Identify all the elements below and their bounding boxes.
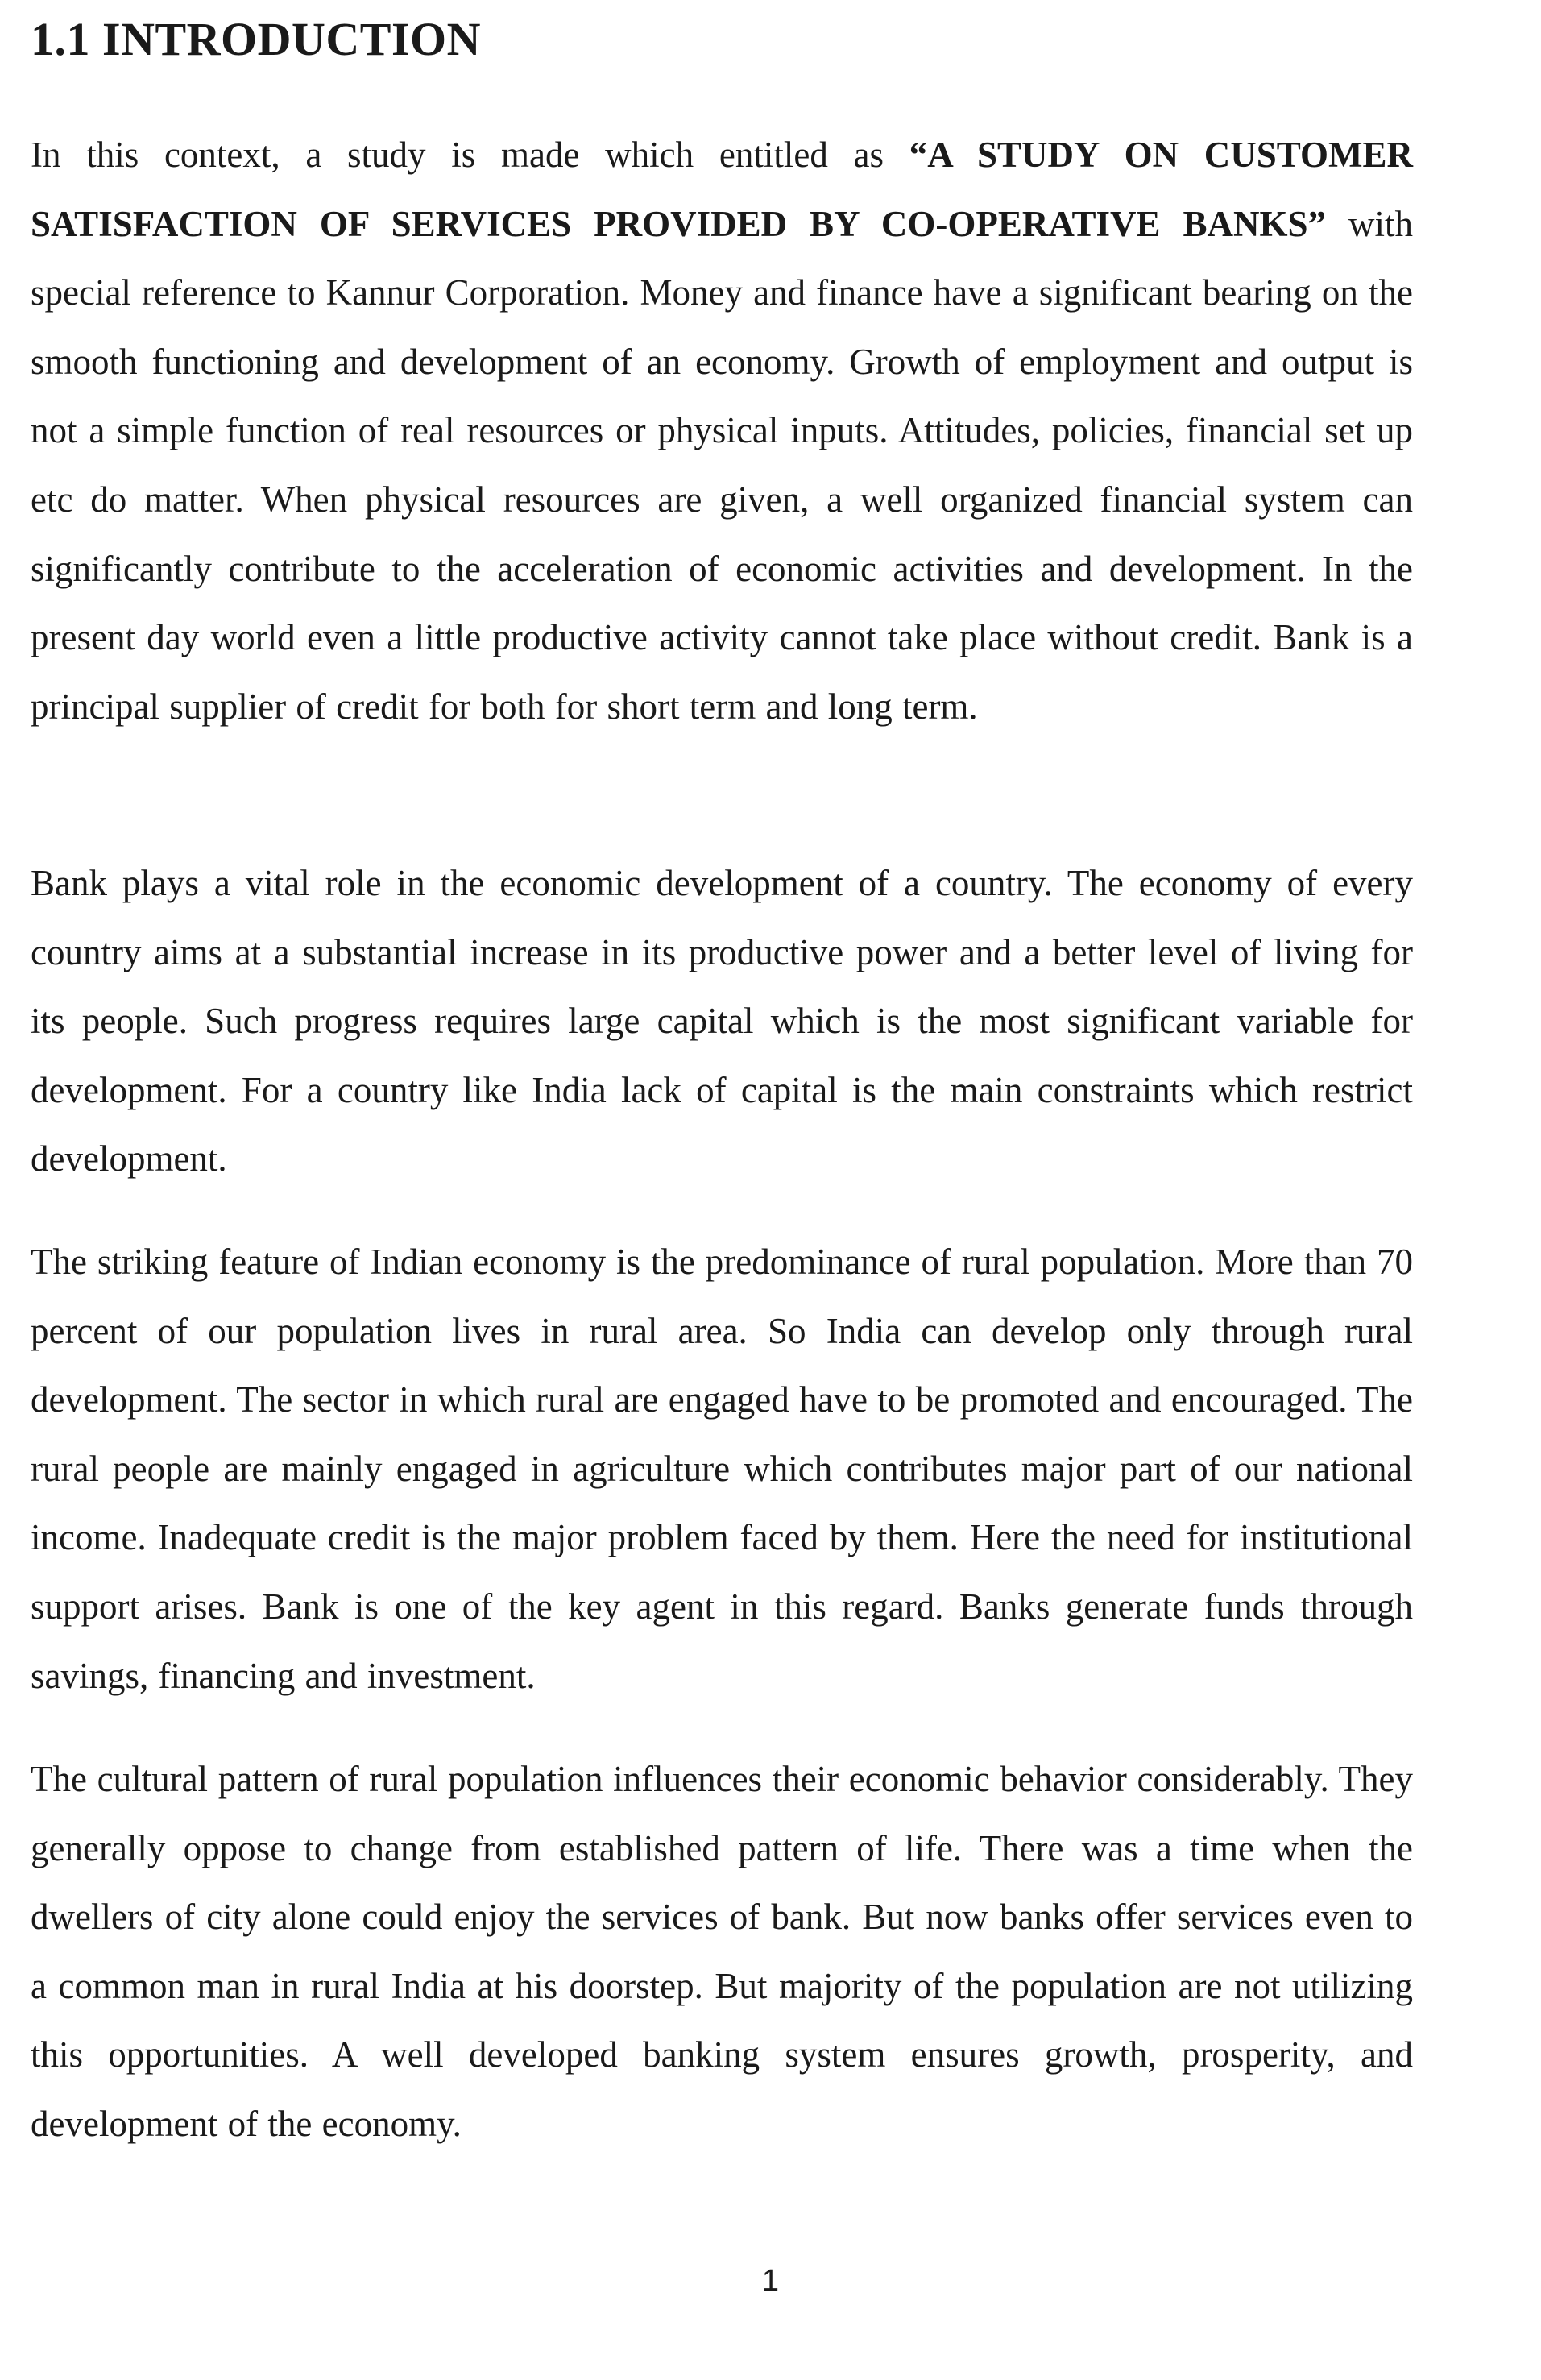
paragraph-3: The striking feature of Indian economy is the predominance of rural population. More than 70 percent of our population lives in rural area. So India can develop only through rural development. The sector in which rural are engaged have to be promoted and encouraged. The rural people are mainly engaged in agriculture which contributes major part of our national income. Inadequate credit is the major problem faced by them. Here the need for institutional support arises. Bank is one of the key agent in this regard. Banks generate funds through savings, financing and investment. [31,1242,1413,1696]
study-title: “A STUDY ON CUSTOMER SATISFACTION OF SERVICES PROVIDED BY CO-OPERATIVE BANKS” [31,135,1413,244]
paragraph-4: The cultural pattern of rural population influences their economic behavior considerably. They generally oppose to change from established pattern of life. There was a time when the dwellers of city alone could enjoy the services of bank. But now banks offer services even to a common man in rural India at his doorstep. But majority of the population are not utilizing this opportunities. A well developed banking system ensures growth, prosperity, and development of the economy. [31,1759,1413,2144]
paragraph-1-intro: In this context, a study is made which entitled as [31,135,909,175]
paragraph-2: Bank plays a vital role in the economic development of a country. The economy of every country aims at a substantial increase in its productive power and a better level of living for its people. Such progress requires large capital which is the most significant variable for development. For a country like India lack of capital is the main constraints which restrict development. [31,863,1413,1180]
paragraph-1 [31,121,1413,741]
page-number: 1 [761,2264,780,2298]
paragraph-1-body: with special reference to Kannur Corporation. Money and finance have a significant bearing on the smooth functioning and development of an economy. Growth of employment and output is not a simple function of real resources or physical inputs. Attitudes, policies, financial set up etc do matter. When physical resources are given, a well organized financial system can significantly contribute to the acceleration of economic activities and development. In the present day world even a little productive activity cannot take place without credit. Bank is a principal supplier of credit for both for short term and long term. [31,203,1413,727]
section-heading: 1.1 INTRODUCTION [31,13,482,65]
